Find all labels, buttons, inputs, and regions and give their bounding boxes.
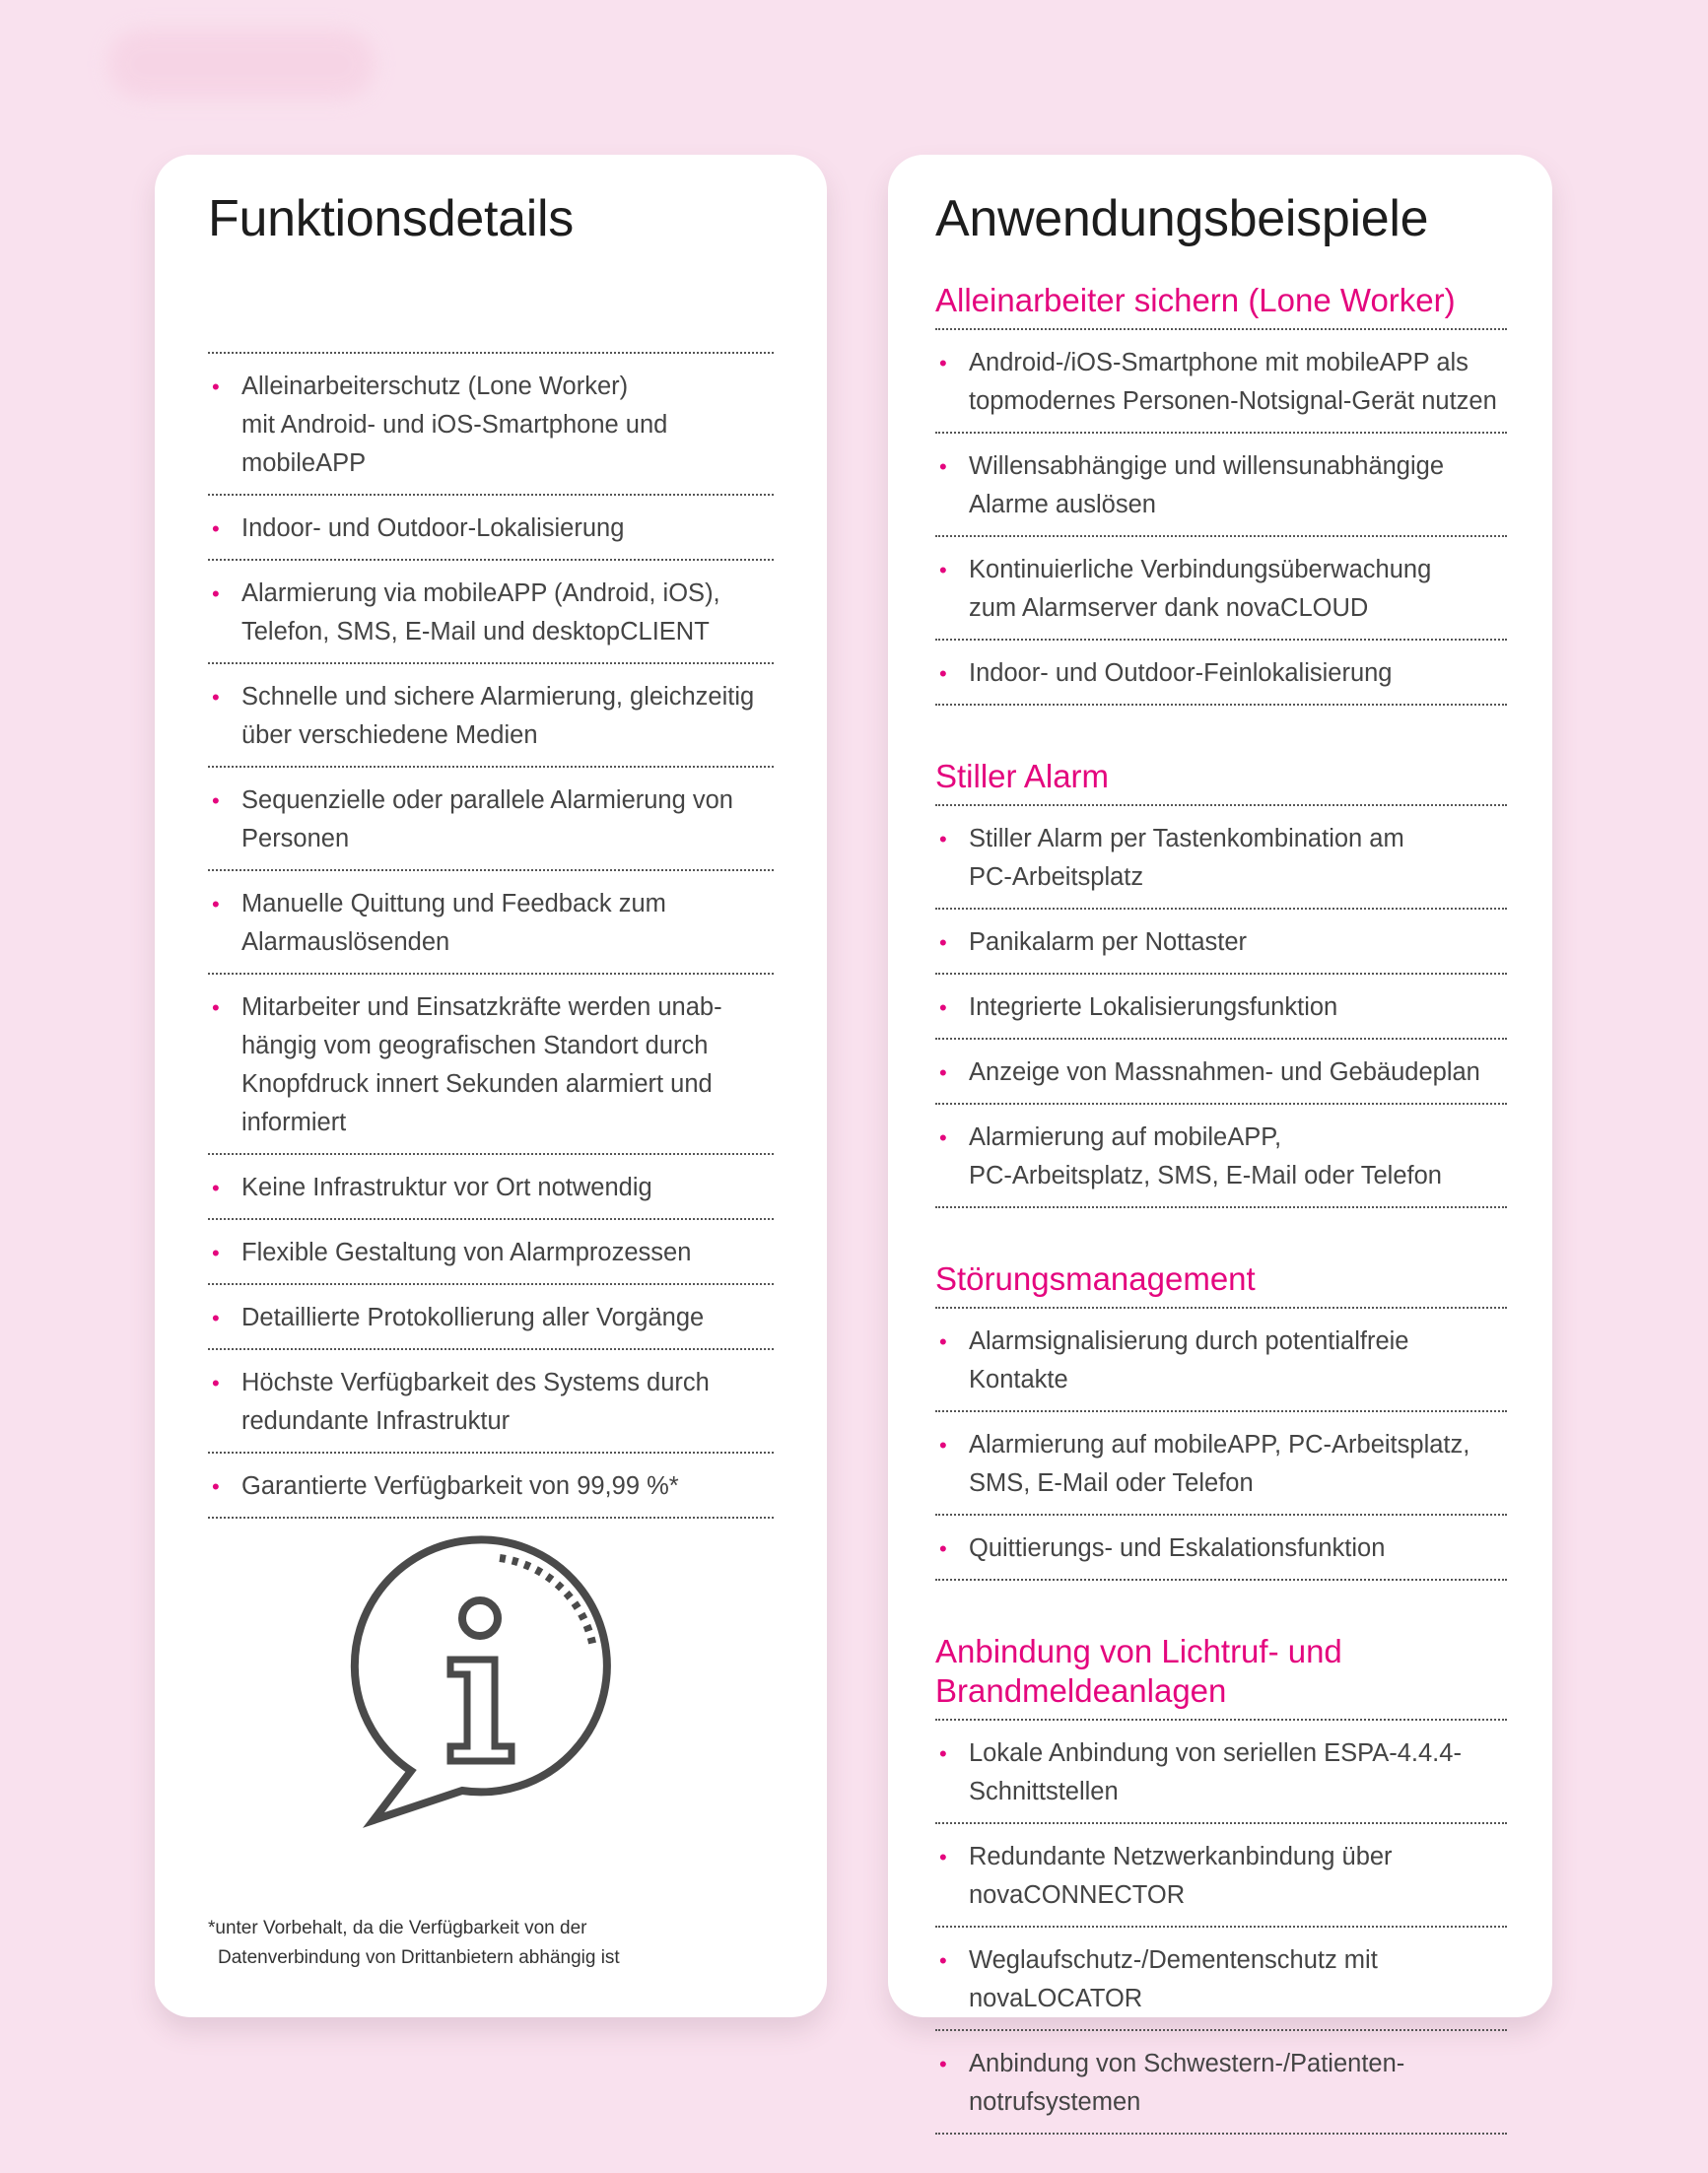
list-item-text: Kontakte	[969, 1366, 1068, 1393]
list-item-text: Weglaufschutz-/Dementenschutz mit	[969, 1946, 1378, 1974]
list-item-text: Alarmsignalisierung durch potentialfreie	[969, 1327, 1409, 1355]
list-item-text: Garantierte Verfügbarkeit von 99,99 %*	[241, 1472, 679, 1500]
list-item-text: Anzeige von Massnahmen- und Gebäudeplan	[969, 1058, 1480, 1086]
list-item-text: mobileAPP	[241, 449, 367, 477]
use-case-list	[935, 1307, 1507, 1581]
list-item-text: Knopfdruck innert Sekunden alarmiert und	[241, 1070, 713, 1098]
use-case-section	[935, 1259, 1507, 1581]
section-title-line: Brandmeldeanlagen	[935, 1672, 1227, 1709]
list-item	[208, 496, 774, 561]
list-item-text: Alarmierung auf mobileAPP, PC-Arbeitsplatz,	[969, 1431, 1470, 1459]
list-item-text: Keine Infrastruktur vor Ort notwendig	[241, 1174, 652, 1201]
list-item-text: Kontinuierliche Verbindungsüberwachung	[969, 556, 1432, 583]
list-item	[935, 1824, 1507, 1928]
list-item-text: Personen	[241, 825, 350, 852]
list-item	[935, 1721, 1507, 1824]
list-item-text: Integrierte Lokalisierungsfunktion	[969, 993, 1338, 1021]
list-item	[208, 664, 774, 768]
list-item	[208, 354, 774, 496]
list-item-text: Alarmierung auf mobileAPP,	[969, 1123, 1282, 1151]
list-item-text: Willensabhängige und willensunabhängige	[969, 452, 1445, 480]
use-cases-card	[888, 155, 1552, 2116]
list-item-text: Alleinarbeiterschutz (Lone Worker)	[241, 373, 629, 400]
use-case-list	[935, 1719, 1507, 2135]
list-item-text: informiert	[241, 1109, 347, 1136]
footnote-line: *unter Vorbehalt, da die Verfügbarkeit von der	[208, 1918, 587, 1938]
list-item-text: Redundante Netzwerkanbindung über	[969, 1843, 1393, 1870]
list-item-text: Lokale Anbindung von seriellen ESPA-4.4.4-	[969, 1739, 1462, 1767]
list-item-text: Android-/iOS-Smartphone mit mobileAPP als	[969, 349, 1469, 376]
list-item	[935, 434, 1507, 537]
list-item-text: Alarme auslösen	[969, 491, 1156, 518]
list-item-text: hängig vom geografischen Standort durch	[241, 1032, 709, 1059]
card-title: Anwendungsbeispiele	[935, 190, 1429, 247]
list-item	[935, 806, 1507, 910]
function-details-list	[208, 352, 774, 1519]
list-item-text: Anbindung von Schwestern-/Patienten-	[969, 2050, 1405, 2077]
list-item-text: mit Android- und iOS-Smartphone und	[241, 411, 668, 439]
list-item-text: SMS, E-Mail oder Telefon	[969, 1469, 1254, 1497]
list-item-text: topmodernes Personen-Notsignal-Gerät nutzen	[969, 387, 1497, 415]
list-item	[935, 1309, 1507, 1412]
list-item-text: novaCONNECTOR	[969, 1881, 1186, 1909]
list-item	[935, 1105, 1507, 1208]
list-item	[935, 1928, 1507, 2031]
list-item-text: Detaillierte Protokollierung aller Vorgänge	[241, 1304, 705, 1331]
footnote-line: Datenverbindung von Drittanbietern abhängig ist	[218, 1947, 620, 1968]
section-title: Alleinarbeiter sichern (Lone Worker)	[935, 282, 1456, 318]
list-item-text: Indoor- und Outdoor-Lokalisierung	[241, 514, 625, 542]
list-item-text: Panikalarm per Nottaster	[969, 928, 1248, 956]
list-item-text: über verschiedene Medien	[241, 721, 538, 749]
use-case-section	[935, 1632, 1507, 2135]
list-item-text: Flexible Gestaltung von Alarmprozessen	[241, 1239, 692, 1266]
list-item	[935, 1040, 1507, 1105]
list-item-text: Alarmierung via mobileAPP (Android, iOS),	[241, 579, 720, 607]
list-item	[208, 561, 774, 664]
list-item	[208, 1454, 774, 1519]
list-item-text: PC-Arbeitsplatz	[969, 863, 1144, 891]
list-item-text: zum Alarmserver dank novaCLOUD	[969, 594, 1369, 622]
use-case-list	[935, 804, 1507, 1208]
list-item	[935, 1516, 1507, 1581]
list-item-text: Schnelle und sichere Alarmierung, gleichzeitig	[241, 683, 755, 711]
list-item	[935, 1412, 1507, 1516]
list-item-text: redundante Infrastruktur	[241, 1407, 511, 1435]
section-title-line: Anbindung von Lichtruf- und	[935, 1633, 1342, 1669]
function-details-card	[155, 155, 827, 2017]
list-item-text: Manuelle Quittung und Feedback zum	[241, 890, 666, 917]
section-title: Stiller Alarm	[935, 758, 1110, 794]
use-case-section	[935, 757, 1507, 1208]
list-item-text: Schnittstellen	[969, 1778, 1119, 1805]
list-item-text: Quittierungs- und Eskalationsfunktion	[969, 1534, 1386, 1562]
list-item-text: Telefon, SMS, E-Mail und desktopCLIENT	[241, 618, 710, 645]
list-item-text: Stiller Alarm per Tastenkombination am	[969, 825, 1404, 852]
list-item	[208, 1350, 774, 1454]
info-speech-bubble-icon	[342, 1525, 638, 1840]
list-item	[935, 975, 1507, 1040]
list-item-text: notrufsystemen	[969, 2088, 1141, 2116]
list-item	[208, 871, 774, 975]
card-title: Funktionsdetails	[208, 190, 574, 247]
use-case-sections	[935, 281, 1507, 2135]
list-item-text: novaLOCATOR	[969, 1985, 1143, 2012]
list-item	[935, 641, 1507, 706]
list-item	[208, 1285, 774, 1350]
list-item	[935, 2031, 1507, 2135]
list-item	[935, 910, 1507, 975]
list-item-text: Höchste Verfügbarkeit des Systems durch	[241, 1369, 710, 1396]
list-item	[208, 975, 774, 1155]
list-item	[208, 1220, 774, 1285]
list-item	[208, 1155, 774, 1220]
blurred-logo	[108, 30, 375, 99]
list-item	[935, 537, 1507, 641]
list-item	[208, 768, 774, 871]
use-case-list	[935, 328, 1507, 706]
section-title	[935, 1632, 1507, 1719]
footnote	[208, 1914, 620, 1973]
list-item-text: Indoor- und Outdoor-Feinlokalisierung	[969, 659, 1393, 687]
list-item-text: Sequenzielle oder parallele Alarmierung von	[241, 786, 733, 814]
list-item	[935, 330, 1507, 434]
section-title: Störungsmanagement	[935, 1260, 1256, 1297]
use-case-section	[935, 281, 1507, 706]
list-item-text: Alarmauslösenden	[241, 928, 450, 956]
list-item-text: PC-Arbeitsplatz, SMS, E-Mail oder Telefon	[969, 1162, 1442, 1189]
list-item-text: Mitarbeiter und Einsatzkräfte werden unab-	[241, 993, 722, 1021]
